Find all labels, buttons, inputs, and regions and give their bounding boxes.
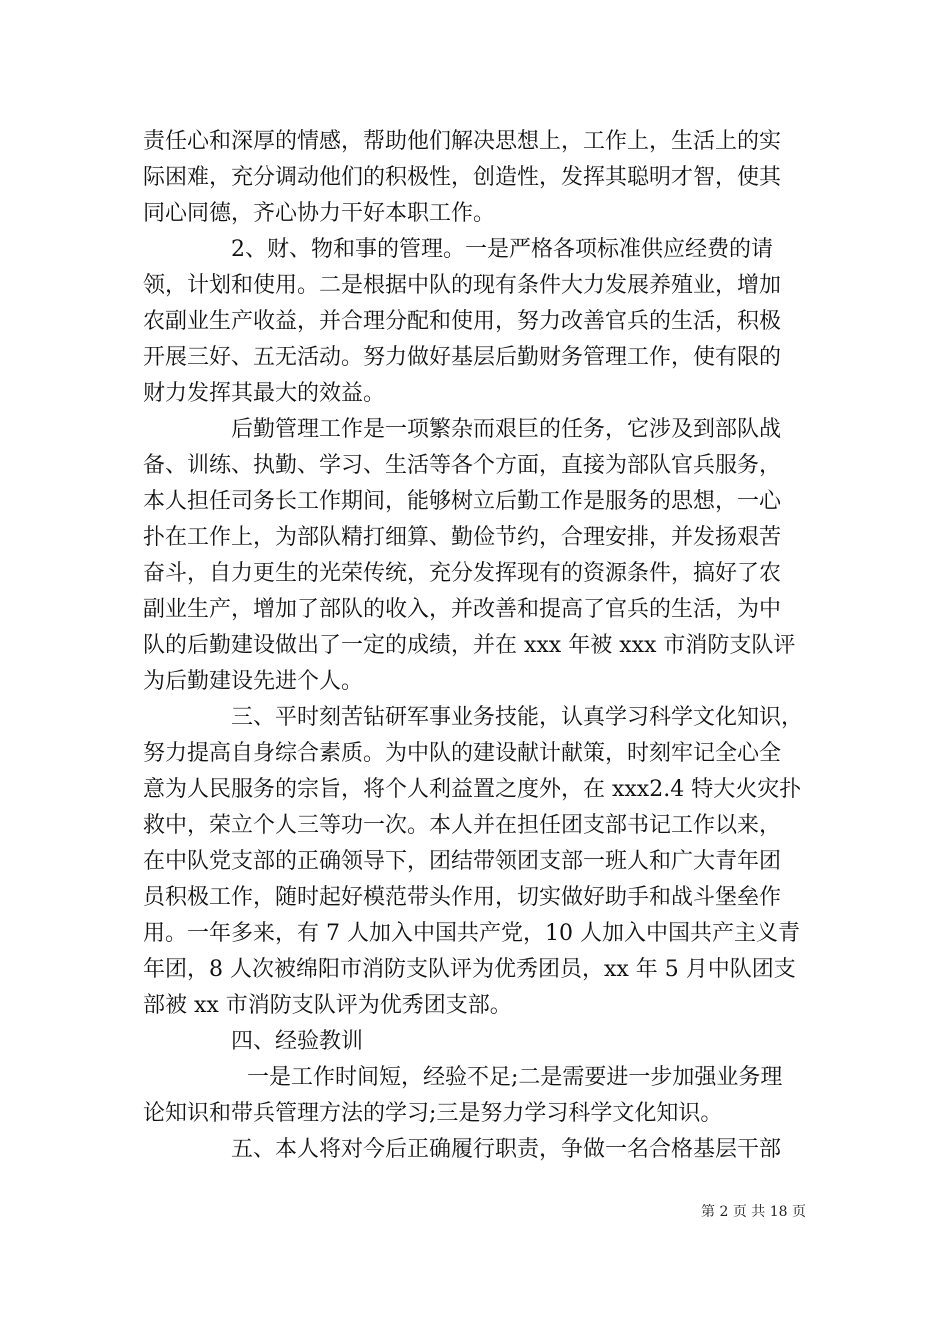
text-line-8: 财力发挥其最大的效益。 xyxy=(143,381,386,406)
text-line-28: 论知识和带兵管理方法的学习;三是努力学习科学文化知识。 xyxy=(143,1101,723,1126)
text-line-18: 努力提高自身综合素质。为中队的建设献计献策，时刻牢记全心全 xyxy=(143,741,782,766)
text-line-6: 农副业生产收益，并合理分配和使用，努力改善官兵的生活，积极 xyxy=(143,309,782,334)
text-line-19: 意为人民服务的宗旨，将个人利益置之度外，在 xxx2.4 特大火灾扑 xyxy=(143,777,802,802)
text-line-3: 同心同德，齐心协力干好本职工作。 xyxy=(143,201,496,226)
text-line-11: 本人担任司务长工作期间，能够树立后勤工作是服务的思想，一心 xyxy=(143,489,782,514)
page-number-footer: 第 2 页 共 18 页 xyxy=(701,1204,806,1220)
text-line-9: 后勤管理工作是一项繁杂而艰巨的任务，它涉及到部队战 xyxy=(231,417,782,442)
text-line-29: 五、本人将对今后正确履行职责，争做一名合格基层干部 xyxy=(231,1137,782,1162)
text-line-2: 际困难，充分调动他们的积极性，创造性，发挥其聪明才智，使其 xyxy=(143,165,782,190)
text-line-12: 扑在工作上，为部队精打细算、勤俭节约，合理安排，并发扬艰苦 xyxy=(143,525,782,550)
text-line-17: 三、平时刻苦钻研军事业务技能，认真学习科学文化知识， xyxy=(231,705,804,730)
text-line-14: 副业生产，增加了部队的收入，并改善和提高了官兵的生活，为中 xyxy=(143,597,782,622)
text-line-7: 开展三好、五无活动。努力做好基层后勤财务管理工作，使有限的 xyxy=(143,345,782,370)
text-line-15: 队的后勤建设做出了一定的成绩，并在 xxx 年被 xxx 市消防支队评 xyxy=(143,633,796,658)
text-line-25: 部被 xx 市消防支队评为优秀团支部。 xyxy=(143,993,512,1018)
text-line-24: 年团，8 人次被绵阳市消防支队评为优秀团员，xx 年 5 月中队团支 xyxy=(143,957,796,982)
text-line-16: 为后勤建设先进个人。 xyxy=(143,669,364,694)
document-body xyxy=(143,124,823,1168)
text-line-20: 救中，荣立个人三等功一次。本人并在担任团支部书记工作以来， xyxy=(143,813,782,838)
text-line-4: 2、财、物和事的管理。一是严格各项标准供应经费的请 xyxy=(231,237,773,262)
text-line-22: 员积极工作，随时起好模范带头作用，切实做好助手和战斗堡垒作 xyxy=(143,885,782,910)
text-line-5: 领，计划和使用。二是根据中队的现有条件大力发展养殖业，增加 xyxy=(143,273,782,298)
text-line-21: 在中队党支部的正确领导下，团结带领团支部一班人和广大青年团 xyxy=(143,849,782,874)
section-heading-lessons: 四、经验教训 xyxy=(231,1029,364,1054)
text-line-10: 备、训练、执勤、学习、生活等各个方面，直接为部队官兵服务， xyxy=(143,453,782,478)
text-line-1: 责任心和深厚的情感，帮助他们解决思想上，工作上，生活上的实 xyxy=(143,129,782,154)
text-line-23: 用。一年多来，有 7 人加入中国共产党，10 人加入中国共产主义青 xyxy=(143,921,800,946)
text-line-27: 一是工作时间短，经验不足;二是需要进一步加强业务理 xyxy=(247,1065,783,1090)
text-line-13: 奋斗，自力更生的光荣传统，充分发挥现有的资源条件，搞好了农 xyxy=(143,561,782,586)
